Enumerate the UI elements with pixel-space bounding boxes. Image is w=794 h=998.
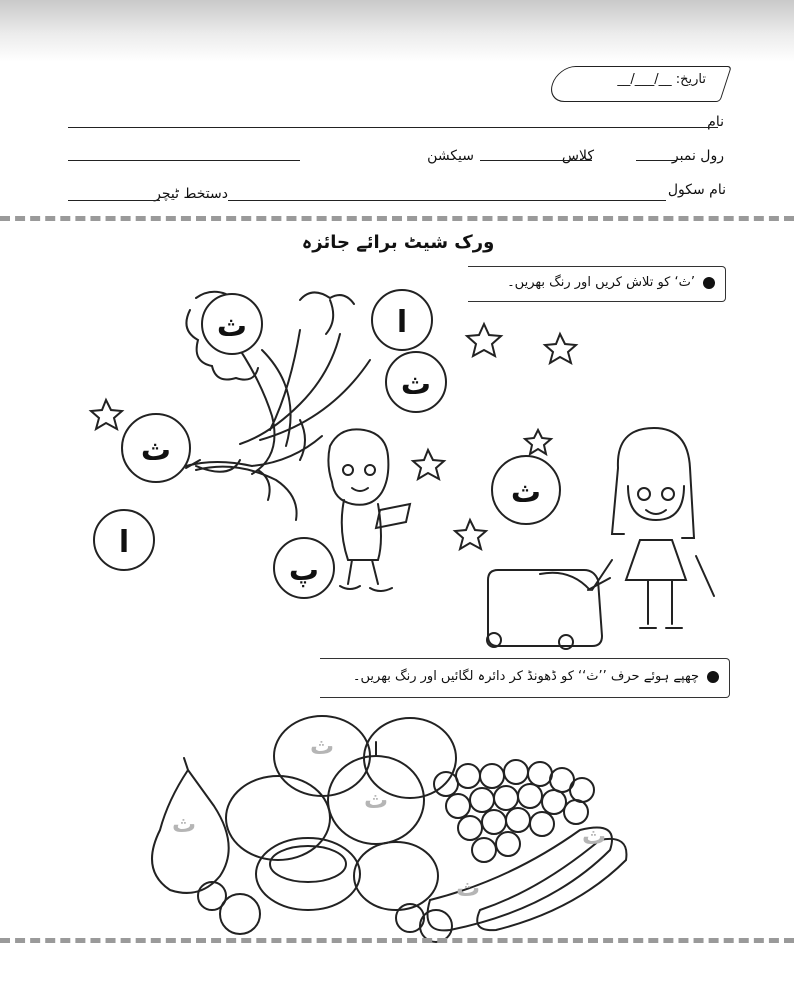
worksheet-title: ورک شیٹ برائے جائزہ [301, 232, 495, 253]
instruction-2-text: چھپے ہوئے حرف ’’ث‘‘ کو ڈھونڈ کر دائرہ لگائیں اور رنگ بھریں۔ [352, 669, 699, 684]
circle-letter[interactable]: ا [118, 525, 130, 560]
circle-letter[interactable]: ث [510, 475, 542, 510]
hidden-letter[interactable]: ث [455, 874, 481, 902]
small-apple [220, 894, 260, 934]
melon-fruit [226, 776, 330, 860]
hidden-letter[interactable]: ث [363, 786, 389, 814]
class-label: کلاس [561, 148, 594, 164]
teacher-signature-label: دستخط ٹیچر [154, 186, 228, 202]
school-name-label: نام سکول [667, 182, 726, 198]
roll-number-label: رول نمبر [671, 148, 724, 164]
name-label: نام [707, 114, 724, 130]
circle-letter[interactable]: ث [216, 309, 248, 344]
hidden-letter[interactable]: ث [171, 810, 197, 838]
section-label: سیکشن [427, 148, 474, 164]
circle-letter[interactable]: ث [400, 367, 432, 402]
hidden-letter[interactable]: ث [309, 732, 335, 760]
instruction-1-text: ’ث‘ کو تلاش کریں اور رنگ بھریں۔ [507, 275, 695, 290]
bottom-dashed-divider [0, 938, 794, 943]
coconut-bowl [256, 838, 360, 910]
hidden-letter[interactable]: ث [581, 822, 607, 850]
circle-letter[interactable]: پ [288, 553, 320, 588]
circle-letter[interactable]: ث [140, 433, 172, 468]
half-fruit [354, 842, 438, 910]
grapes-bunch [434, 760, 594, 862]
circle-letter[interactable]: ا [396, 305, 408, 340]
date-field[interactable]: تاریخ: __/___/__ [617, 72, 706, 87]
